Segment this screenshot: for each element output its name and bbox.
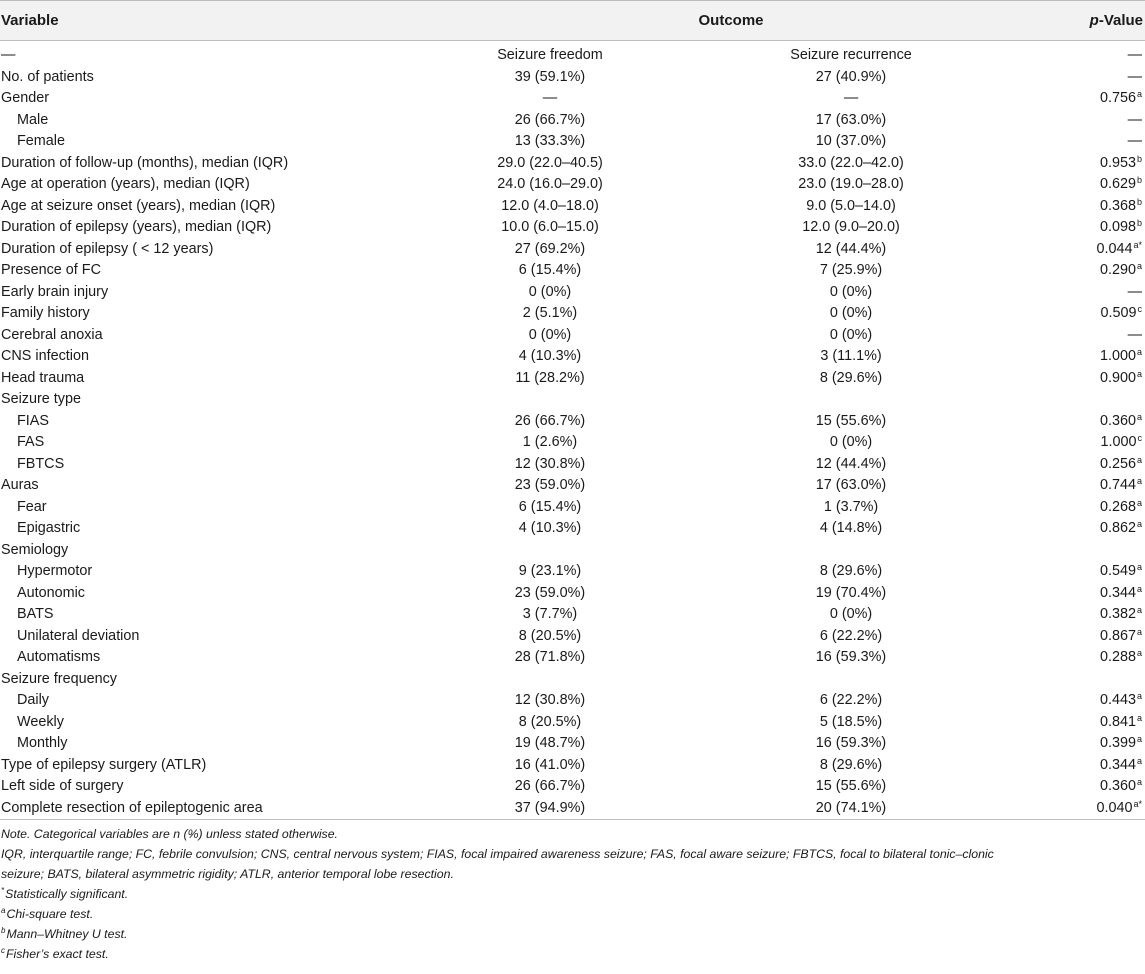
table-row	[0, 518, 1145, 540]
table-row	[0, 196, 1145, 218]
p-value-text: 0.098	[1099, 219, 1136, 235]
cell-variable: Daily	[17, 692, 49, 708]
cell-seizure-freedom: 1 (2.6%)	[522, 434, 578, 450]
table-row	[0, 604, 1145, 626]
cell-variable: Auras	[1, 477, 39, 493]
cell-seizure-recurrence: 0 (0%)	[829, 283, 873, 300]
table-row	[0, 174, 1145, 196]
p-value-text: 0.629	[1099, 176, 1136, 192]
cell-variable: Weekly	[17, 713, 64, 730]
p-value-text: 0.841	[1099, 713, 1136, 730]
cell-seizure-freedom: 2 (5.1%)	[522, 305, 578, 321]
p-value-superscript: a	[1137, 626, 1143, 637]
p-value-superscript: a	[1137, 497, 1143, 508]
cell-seizure-recurrence: 8 (29.6%)	[819, 756, 883, 773]
p-value-superscript: a	[1137, 605, 1143, 615]
p-value-text: 0.509	[1100, 305, 1137, 321]
p-value-text: 0.867	[1099, 627, 1136, 644]
cell-seizure-recurrence: 10 (37.0%)	[815, 133, 887, 149]
cell-seizure-recurrence: Seizure recurrence	[790, 47, 912, 63]
cell-variable: Left side of surgery	[1, 778, 124, 794]
cell-seizure-recurrence: 3 (11.1%)	[820, 348, 882, 364]
cell-p-value	[1022, 755, 1145, 777]
p-value-text: 1.000	[1100, 434, 1137, 450]
cell-seizure-recurrence: 6 (22.2%)	[819, 692, 883, 708]
cell-variable: Autonomic	[17, 584, 85, 601]
p-value-superscript: a	[1137, 347, 1143, 357]
p-value-text: 0.256	[1099, 455, 1136, 472]
table-body	[0, 41, 1145, 820]
cell-p-value	[1022, 776, 1145, 798]
table-row	[0, 303, 1145, 325]
cell-seizure-recurrence: 17 (63.0%)	[815, 477, 887, 493]
cell-p-value	[1022, 325, 1145, 347]
cell-variable: FIAS	[17, 412, 49, 429]
cell-variable: Fear	[17, 498, 47, 515]
table-notes	[0, 824, 1145, 964]
p-value-superscript: a	[1137, 89, 1143, 99]
cell-p-value	[1022, 647, 1145, 669]
cell-p-value	[1022, 41, 1145, 67]
p-value-text: 0.862	[1099, 520, 1136, 536]
cell-variable: Hypermotor	[17, 563, 93, 579]
p-value-superscript: a	[1137, 734, 1143, 744]
cell-seizure-freedom: 29.0 (22.0–40.5)	[497, 154, 603, 171]
cell-seizure-freedom: 12 (30.8%)	[514, 692, 586, 708]
table-row	[0, 131, 1145, 153]
cell-variable: Age at seizure onset (years), median (IQR)	[1, 197, 276, 214]
cell-variable: No. of patients	[1, 68, 94, 85]
footnote-text: Mann–Whitney U test.	[6, 927, 128, 941]
footnote-c	[1, 944, 1145, 964]
abbreviations-line-2: seizure; BATS, bilateral asymmetric rigidity; ATLR, anterior temporal lobe resection.	[1, 867, 454, 881]
table-row	[0, 733, 1145, 755]
p-value-text: 1.000	[1099, 348, 1136, 364]
cell-p-value	[1022, 518, 1145, 540]
p-value-text: —	[1127, 133, 1143, 149]
footnote-mark: a	[1, 906, 6, 915]
p-value-text: —	[1127, 47, 1143, 63]
table-row	[0, 368, 1145, 390]
cell-seizure-freedom: 3 (7.7%)	[522, 606, 578, 622]
table-bottom-rule	[0, 819, 1145, 820]
cell-p-value	[1022, 368, 1145, 390]
table-row	[0, 346, 1145, 368]
p-value-superscript: a	[1137, 519, 1143, 529]
cell-seizure-recurrence	[660, 540, 1022, 562]
table-row	[0, 217, 1145, 239]
p-value-text: 0.040	[1096, 799, 1133, 816]
cell-variable: FBTCS	[17, 455, 65, 472]
cell-seizure-recurrence: 0 (0%)	[829, 305, 873, 321]
cell-variable: Duration of epilepsy (years), median (IQR)	[1, 219, 272, 235]
cell-p-value	[1022, 88, 1145, 110]
p-value-text: 0.756	[1099, 90, 1136, 106]
cell-seizure-recurrence: 15 (55.6%)	[815, 412, 887, 429]
p-value-superscript: a	[1137, 648, 1143, 658]
footnote-mark: *	[1, 886, 5, 895]
footnote-mark: b	[1, 926, 6, 935]
cell-seizure-recurrence: 23.0 (19.0–28.0)	[798, 176, 904, 192]
cell-seizure-recurrence: 12 (44.4%)	[815, 455, 887, 472]
cell-p-value	[1022, 712, 1145, 734]
header-p-suffix: -Value	[1098, 12, 1144, 29]
p-value-text: 0.344	[1099, 756, 1136, 773]
cell-seizure-recurrence: 27 (40.9%)	[815, 68, 887, 85]
p-value-superscript: a	[1137, 777, 1143, 787]
cell-seizure-recurrence: 17 (63.0%)	[815, 111, 887, 128]
cell-seizure-recurrence: 15 (55.6%)	[815, 778, 887, 794]
cell-variable: Duration of follow-up (months), median (IQR)	[1, 154, 289, 171]
table-row	[0, 41, 1145, 67]
cell-seizure-freedom: 13 (33.3%)	[514, 133, 586, 149]
cell-seizure-freedom: 39 (59.1%)	[514, 68, 586, 85]
cell-seizure-freedom: 0 (0%)	[528, 326, 572, 343]
p-value-superscript: a	[1137, 411, 1143, 422]
p-value-text: 0.443	[1099, 692, 1136, 708]
cell-seizure-recurrence: 16 (59.3%)	[815, 649, 887, 665]
footnote-text: Fisher’s exact test.	[6, 947, 109, 961]
cell-p-value	[1022, 174, 1145, 196]
table-row	[0, 626, 1145, 648]
cell-seizure-recurrence: 8 (29.6%)	[819, 369, 883, 386]
p-value-text: —	[1127, 68, 1143, 85]
table-header	[0, 1, 1145, 41]
cell-p-value	[1022, 497, 1145, 519]
cell-seizure-freedom: 23 (59.0%)	[514, 477, 586, 493]
p-value-text: 0.368	[1099, 197, 1136, 214]
cell-seizure-freedom: 8 (20.5%)	[518, 627, 582, 644]
cell-seizure-freedom: 26 (66.7%)	[514, 111, 586, 128]
table-row	[0, 561, 1145, 583]
cell-p-value	[1022, 196, 1145, 218]
cell-seizure-freedom	[420, 669, 660, 691]
table-row	[0, 454, 1145, 476]
p-value-text: 0.288	[1099, 649, 1136, 665]
cell-seizure-freedom: 8 (20.5%)	[518, 713, 582, 730]
cell-seizure-freedom: 26 (66.7%)	[514, 778, 586, 794]
cell-seizure-recurrence: 16 (59.3%)	[815, 735, 887, 751]
table-row	[0, 690, 1145, 712]
cell-p-value	[1022, 540, 1145, 562]
cell-variable: BATS	[17, 606, 54, 622]
cell-seizure-recurrence: 12.0 (9.0–20.0)	[802, 219, 900, 235]
table-row	[0, 239, 1145, 261]
cell-seizure-recurrence: 33.0 (22.0–42.0)	[798, 154, 904, 171]
cell-variable: Automatisms	[17, 649, 101, 665]
cell-seizure-recurrence: 4 (14.8%)	[819, 520, 883, 536]
note-line: Note. Categorical variables are n (%) unless stated otherwise.	[1, 827, 338, 841]
header-row	[0, 1, 1145, 41]
cell-seizure-recurrence: 1 (3.7%)	[823, 498, 879, 515]
p-value-text: 0.900	[1099, 369, 1136, 386]
header-p-value	[1022, 1, 1145, 41]
cell-variable: Presence of FC	[1, 262, 101, 278]
table-row	[0, 389, 1145, 411]
cell-seizure-recurrence: —	[843, 90, 859, 106]
cell-seizure-recurrence: 0 (0%)	[829, 434, 873, 450]
cell-variable: Duration of epilepsy ( < 12 years)	[1, 240, 214, 257]
p-value-superscript: c	[1137, 304, 1143, 314]
cell-seizure-freedom: 9 (23.1%)	[518, 563, 582, 579]
table-row	[0, 67, 1145, 89]
p-value-superscript: b	[1137, 218, 1143, 228]
table-row	[0, 411, 1145, 433]
p-value-superscript: a	[1137, 261, 1143, 271]
cell-p-value	[1022, 411, 1145, 433]
cell-variable: Seizure frequency	[1, 670, 117, 687]
p-value-text: 0.744	[1099, 477, 1136, 493]
cell-variable: Type of epilepsy surgery (ATLR)	[1, 756, 207, 773]
p-value-superscript: a	[1137, 712, 1143, 723]
table-row	[0, 583, 1145, 605]
p-value-superscript: a*	[1133, 239, 1143, 250]
footnote-b	[1, 924, 1145, 944]
cell-variable: Seizure type	[1, 391, 81, 407]
cell-p-value	[1022, 561, 1145, 583]
cell-p-value	[1022, 110, 1145, 132]
p-value-text: —	[1127, 326, 1143, 343]
p-value-text: 0.382	[1099, 606, 1136, 622]
cell-seizure-recurrence: 0 (0%)	[829, 326, 873, 343]
cell-seizure-freedom: 4 (10.3%)	[518, 348, 582, 364]
table-row	[0, 776, 1145, 798]
p-value-text: 0.399	[1099, 735, 1136, 751]
table-row	[0, 260, 1145, 282]
cell-variable: Epigastric	[17, 520, 81, 536]
cell-seizure-freedom: 12 (30.8%)	[514, 455, 586, 472]
cell-variable: Unilateral deviation	[17, 627, 140, 644]
cell-seizure-freedom: Seizure freedom	[497, 47, 603, 63]
p-value-superscript: a	[1137, 755, 1143, 766]
table-row	[0, 282, 1145, 304]
cell-variable: Gender	[1, 90, 49, 106]
cell-seizure-recurrence: 9.0 (5.0–14.0)	[806, 197, 896, 214]
cell-seizure-recurrence: 20 (74.1%)	[815, 799, 887, 816]
cell-seizure-freedom: 11 (28.2%)	[515, 369, 585, 386]
table-row	[0, 647, 1145, 669]
cell-p-value	[1022, 604, 1145, 626]
cell-seizure-freedom: 24.0 (16.0–29.0)	[497, 176, 603, 192]
cell-variable: FAS	[17, 434, 45, 450]
cell-seizure-freedom: 19 (48.7%)	[514, 735, 586, 751]
cell-seizure-recurrence	[660, 669, 1022, 691]
footnote-text: Statistically significant.	[5, 887, 129, 901]
cell-p-value	[1022, 153, 1145, 175]
p-value-superscript: a*	[1133, 798, 1143, 809]
cell-p-value	[1022, 690, 1145, 712]
cell-p-value	[1022, 626, 1145, 648]
cell-seizure-freedom: 26 (66.7%)	[514, 412, 586, 429]
cell-p-value	[1022, 239, 1145, 261]
p-value-text: 0.344	[1099, 584, 1136, 601]
cell-seizure-recurrence: 8 (29.6%)	[819, 563, 883, 579]
cell-variable: —	[1, 47, 16, 63]
p-value-text: 0.268	[1099, 498, 1136, 515]
table-row	[0, 153, 1145, 175]
cell-variable: Family history	[1, 305, 90, 321]
cell-p-value	[1022, 282, 1145, 304]
cell-p-value	[1022, 346, 1145, 368]
cell-seizure-freedom: 28 (71.8%)	[514, 649, 586, 665]
cell-p-value	[1022, 454, 1145, 476]
table-row	[0, 798, 1145, 820]
p-value-superscript: a	[1137, 583, 1143, 594]
p-value-text: 0.360	[1099, 412, 1136, 429]
p-value-superscript: b	[1137, 153, 1143, 164]
header-variable: Variable	[0, 1, 420, 41]
p-value-text: 0.953	[1099, 154, 1136, 171]
cell-seizure-freedom: —	[542, 90, 558, 106]
p-value-superscript: b	[1137, 196, 1143, 207]
cell-seizure-freedom	[420, 389, 660, 411]
cell-seizure-freedom: 4 (10.3%)	[518, 520, 582, 536]
p-value-superscript: a	[1137, 562, 1143, 572]
cell-seizure-recurrence: 6 (22.2%)	[819, 627, 883, 644]
p-value-text: —	[1127, 111, 1143, 128]
cell-seizure-freedom: 10.0 (6.0–15.0)	[501, 219, 599, 235]
table-row	[0, 497, 1145, 519]
cell-seizure-freedom: 0 (0%)	[528, 283, 572, 300]
table-row	[0, 712, 1145, 734]
p-value-text: 0.044	[1096, 240, 1133, 257]
cell-seizure-recurrence: 19 (70.4%)	[815, 584, 887, 601]
cell-variable: Semiology	[1, 541, 69, 558]
cell-p-value	[1022, 303, 1145, 325]
cell-p-value	[1022, 733, 1145, 755]
cell-p-value	[1022, 131, 1145, 153]
cell-seizure-recurrence	[660, 389, 1022, 411]
cell-seizure-freedom	[420, 540, 660, 562]
cell-seizure-freedom: 37 (94.9%)	[514, 799, 586, 816]
cell-p-value	[1022, 432, 1145, 454]
footnote-a	[1, 904, 1145, 924]
abbreviations-line-1: IQR, interquartile range; FC, febrile convulsion; CNS, central nervous system; FIAS, focal impaired awareness seizure; FAS, focal aware seizure; FBTCS, focal to bilateral tonic–clonic	[1, 847, 994, 861]
table-row	[0, 540, 1145, 562]
table-row	[0, 325, 1145, 347]
p-value-superscript: a	[1137, 476, 1143, 486]
cell-seizure-freedom: 23 (59.0%)	[514, 584, 586, 601]
cell-seizure-recurrence: 0 (0%)	[829, 606, 873, 622]
cell-seizure-freedom: 6 (15.4%)	[518, 262, 582, 278]
cell-variable: Age at operation (years), median (IQR)	[1, 176, 250, 192]
p-value-text: —	[1127, 283, 1143, 300]
cell-variable: CNS infection	[1, 348, 89, 364]
header-p-italic: p	[1089, 12, 1099, 29]
footnote-text: Chi-square test.	[6, 907, 94, 921]
p-value-superscript: c	[1137, 433, 1143, 443]
p-value-superscript: a	[1137, 368, 1143, 379]
cell-variable: Complete resection of epileptogenic area	[1, 799, 263, 816]
cell-p-value	[1022, 475, 1145, 497]
cell-seizure-recurrence: 5 (18.5%)	[819, 713, 883, 730]
table-row	[0, 88, 1145, 110]
table-row	[0, 755, 1145, 777]
p-value-text: 0.290	[1099, 262, 1136, 278]
cell-variable: Early brain injury	[1, 283, 109, 300]
footnote-mark: c	[1, 946, 5, 955]
cell-p-value	[1022, 389, 1145, 411]
cell-p-value	[1022, 217, 1145, 239]
cell-seizure-recurrence: 12 (44.4%)	[815, 240, 887, 257]
table-row	[0, 432, 1145, 454]
cell-seizure-freedom: 16 (41.0%)	[514, 756, 586, 773]
p-value-superscript: b	[1137, 175, 1143, 185]
cell-seizure-recurrence: 7 (25.9%)	[819, 262, 883, 278]
table-row	[0, 110, 1145, 132]
cell-p-value	[1022, 669, 1145, 691]
cell-variable: Monthly	[17, 735, 68, 751]
p-value-superscript: a	[1137, 454, 1143, 465]
footnote-significant	[1, 884, 1145, 904]
header-outcome: Outcome	[420, 1, 1022, 41]
cell-p-value	[1022, 583, 1145, 605]
cell-seizure-freedom: 12.0 (4.0–18.0)	[501, 197, 599, 214]
cell-variable: Head trauma	[1, 369, 85, 386]
table-row	[0, 669, 1145, 691]
cell-variable: Male	[17, 111, 49, 128]
cell-seizure-freedom: 27 (69.2%)	[514, 240, 586, 257]
p-value-text: 0.549	[1099, 563, 1136, 579]
cell-p-value	[1022, 798, 1145, 820]
cell-p-value	[1022, 67, 1145, 89]
p-value-text: 0.360	[1099, 778, 1136, 794]
table-row	[0, 475, 1145, 497]
cell-variable: Female	[17, 133, 65, 149]
cell-p-value	[1022, 260, 1145, 282]
p-value-superscript: a	[1137, 691, 1143, 701]
cell-seizure-freedom: 6 (15.4%)	[518, 498, 582, 515]
cell-variable: Cerebral anoxia	[1, 326, 103, 343]
